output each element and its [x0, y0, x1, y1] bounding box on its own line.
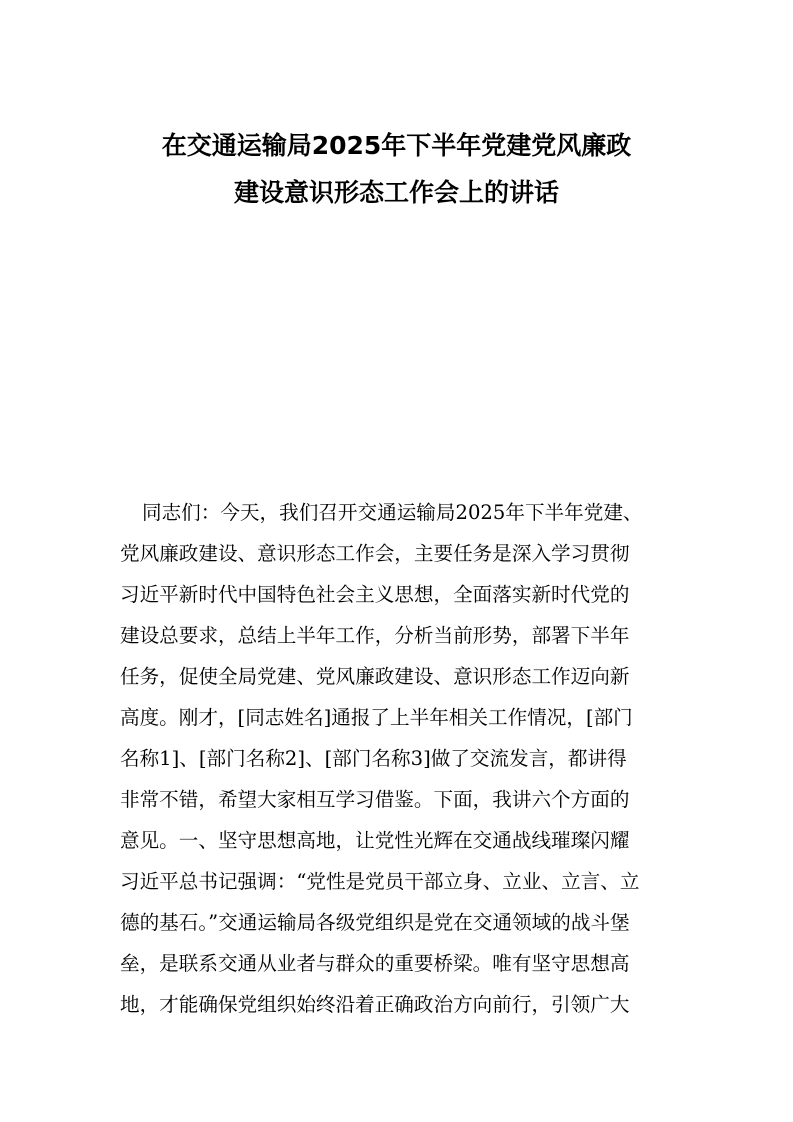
speech-body	[120, 492, 676, 1025]
body-line: 同志们：今天，我们召开交通运输局2025年下半年党建、	[142, 501, 643, 524]
body-line: 德的基石。”交通运输局各级党组织是党在交通领域的战斗堡	[120, 911, 630, 934]
body-line: 名称1]、[部门名称2]、[部门名称3]做了交流发言，都讲得	[120, 747, 627, 770]
body-line: 垒，是联系交通从业者与群众的重要桥梁。唯有坚守思想高	[120, 952, 630, 975]
body-line: 党风廉政建设、意识形态工作会，主要任务是深入学习贯彻	[120, 542, 630, 565]
document-title	[60, 122, 733, 216]
body-line: 地，才能确保党组织始终沿着正确政治方向前行，引领广大	[120, 993, 630, 1016]
body-line: 习近平新时代中国特色社会主义思想，全面落实新时代党的	[120, 583, 630, 606]
body-line: 非常不错，希望大家相互学习借鉴。下面，我讲六个方面的	[120, 788, 630, 811]
body-line: 意见。一、坚守思想高地，让党性光辉在交通战线璀璨闪耀	[120, 829, 630, 852]
body-line: 任务，促使全局党建、党风廉政建设、意识形态工作迈向新	[120, 665, 630, 688]
body-line: 高度。刚才，[同志姓名]通报了上半年相关工作情况，[部门	[120, 706, 633, 729]
body-line: 习近平总书记强调：“党性是党员干部立身、立业、立言、立	[120, 870, 640, 893]
title-line-1: 在交通运输局2025年下半年党建党风廉政	[161, 131, 632, 160]
title-line-2: 建设意识形态工作会上的讲话	[233, 178, 559, 207]
body-line: 建设总要求，总结上半年工作，分析当前形势，部署下半年	[120, 624, 630, 647]
